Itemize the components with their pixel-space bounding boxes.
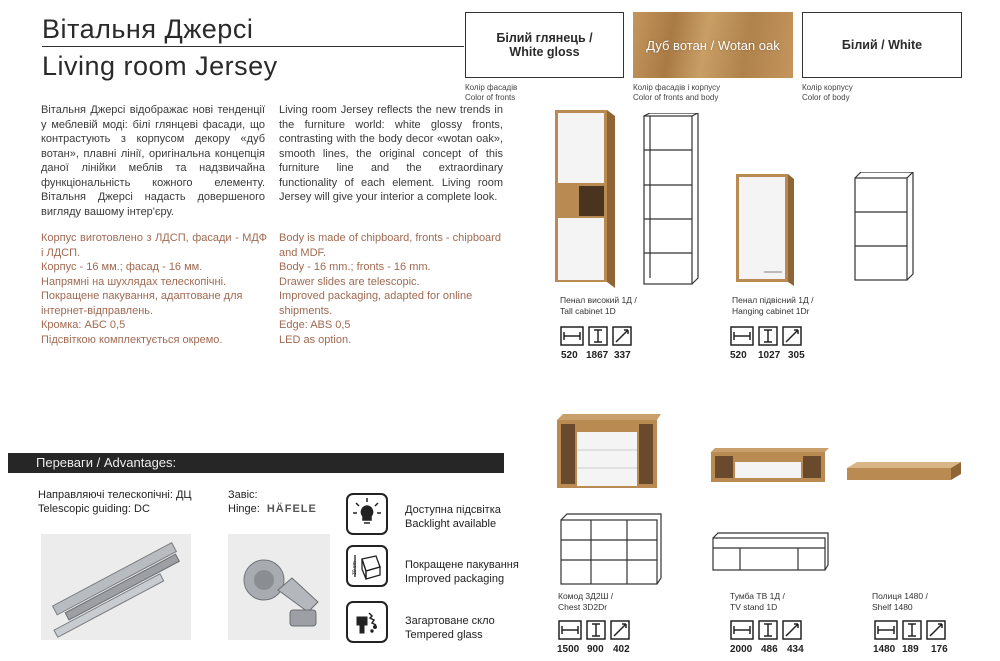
dim-height: 189: [902, 644, 919, 655]
spec-line: LED as option.: [279, 333, 352, 346]
dim-depth: 305: [788, 350, 805, 361]
spec-line: Drawer slides are telescopic.: [279, 275, 420, 288]
shelf-name: [872, 591, 928, 613]
width-icon: [730, 620, 754, 640]
dim-height: 900: [587, 644, 604, 655]
tv-stand-render: [711, 448, 829, 484]
swatch-wotan-oak-label: Дуб вотан / Wotan oak: [646, 37, 780, 53]
depth-icon: [612, 326, 632, 346]
tall-cabinet-render: [555, 110, 617, 288]
dims-icons-shelf: [874, 620, 946, 640]
header-divider: [42, 46, 464, 47]
spec-line: Edge: ABS 0,5: [279, 319, 351, 331]
feature-ua: Загартоване скло: [405, 615, 495, 627]
specs-ua: [41, 231, 267, 347]
dim-width: 1500: [557, 644, 580, 655]
tv-stand-drawing: [710, 530, 830, 574]
dim-width: 1480: [873, 644, 896, 655]
product-name-ua: Пенал високий 1Д /: [560, 295, 637, 305]
tall-cabinet-drawing: [641, 113, 701, 288]
dim-height: 486: [761, 644, 778, 655]
width-icon: [560, 326, 584, 346]
glass-icon: [346, 601, 388, 643]
spec-line: Підсвіткою комплектується окремо.: [41, 333, 223, 346]
feature-ua: Покращене пакування: [405, 559, 519, 571]
depth-icon: [926, 620, 946, 640]
hinge-en: Hinge: HÄFELE: [228, 503, 317, 515]
feature-en: Backlight available: [405, 518, 497, 530]
dims-icons-chest: [558, 620, 630, 640]
dim-depth: 434: [787, 644, 804, 655]
dims-icons-hanging: [730, 326, 802, 346]
dims-values-tall: [561, 350, 631, 361]
spec-line: Покращене пакування, адаптоване для інтернет-відправлень.: [41, 290, 243, 317]
spec-line: Напрямні на шухлядах телескопічні.: [41, 275, 227, 288]
product-name-en: Chest 3D2Dr: [558, 602, 608, 612]
dim-depth: 176: [931, 644, 948, 655]
slide-illustration: [41, 534, 191, 640]
width-icon: [558, 620, 582, 640]
height-icon: [758, 620, 778, 640]
dims-values-shelf: [873, 644, 948, 655]
specs-en: [279, 231, 505, 347]
dim-depth: 402: [613, 644, 630, 655]
height-icon: [588, 326, 608, 346]
shelf-render: [847, 462, 963, 484]
swatch-white-gloss: [465, 12, 624, 78]
page-title-ua: Вітальня Джерсі: [42, 14, 254, 44]
hafele-logo: HÄFELE: [266, 503, 317, 515]
width-icon: [874, 620, 898, 640]
lamp-icon: [346, 493, 388, 535]
product-name-ua: Полиця 1480 /: [872, 591, 928, 601]
hinge-ua: Завіс:: [228, 489, 258, 501]
hanging-cabinet-name: [732, 295, 813, 317]
swatch-white-gloss-caption: Колір фасадів Color of fronts: [465, 83, 518, 102]
swatch-white-gloss-label: Білий глянець / White gloss: [496, 31, 593, 59]
description-en: Living room Jersey reflects the new trends in the furniture world: white glossy fronts, contrasting with the body decor «wotan oak», smooth lines, the original concept of this furniture line and the extraordinary functionality of each element. Living room Jersey will give your interior a complete look.: [279, 104, 503, 203]
feature-en: Improved packaging: [405, 573, 505, 585]
dims-values-chest: [557, 644, 630, 655]
advantages-bar: Переваги / Advantages:: [8, 453, 504, 473]
product-name-en: TV stand 1D: [730, 602, 778, 612]
product-name-ua: Пенал підвісний 1Д /: [732, 295, 814, 305]
product-name-en: Tall cabinet 1D: [560, 306, 616, 316]
spec-line: Body - 16 mm.; fronts - 16 mm.: [279, 261, 431, 273]
chest-drawing: [558, 512, 662, 588]
dim-height: 1867: [586, 350, 609, 361]
product-name-en: Shelf 1480: [872, 602, 913, 612]
spec-line: Body is made of chipboard, fronts - chipboard and MDF.: [279, 232, 501, 259]
height-icon: [902, 620, 922, 640]
description-ua: Вітальня Джерсі відображає нові тенденції у меблевій моді: білі глянцеві фасади, що контрастують з корпусом декору «дуб вотан», плавні лінії, оригінальна концепція даної лінійки меблів та надзвичайна функціональність кожного елементу. Вітальня Джерсі надасть довершеного вигляду вашому інтер'єру.: [41, 104, 265, 218]
dim-width: 520: [561, 350, 578, 361]
feature-ua: Доступна підсвітка: [405, 504, 501, 516]
dims-values-tv: [730, 644, 804, 655]
dims-icons-tall: [560, 326, 632, 346]
spec-line: Корпус - 16 мм.; фасад - 16 мм.: [41, 261, 203, 273]
hinge-text: [228, 488, 317, 516]
swatch-white-caption: Колір корпусу Color of body: [802, 83, 853, 102]
product-name-ua: Комод 3Д2Ш /: [558, 591, 614, 601]
feature-tempered-glass: [405, 614, 495, 642]
hinge-photo: [228, 534, 330, 640]
swatch-wotan-oak-caption: Колір фасадів і корпусу Color of fronts and body: [633, 83, 721, 102]
dim-height: 1027: [758, 350, 781, 361]
guides-text: [38, 488, 192, 516]
feature-packaging: [405, 558, 519, 586]
swatch-white-label: Білий / White: [841, 38, 923, 52]
product-name-en: Hanging cabinet 1Dr: [732, 306, 810, 316]
dims-values-hanging: [730, 350, 805, 361]
hinge-illustration: [228, 534, 330, 640]
page-title-en: Living room Jersey: [42, 51, 278, 81]
spec-line: Improved packaging, adapted for online shipments.: [279, 290, 473, 317]
chest-render: [557, 414, 661, 490]
feature-en: Tempered glass: [405, 629, 483, 641]
swatch-wotan-oak: [633, 12, 793, 78]
swatch-white: [802, 12, 962, 78]
telescopic-slide-photo: [41, 534, 191, 640]
spec-line: Кромка: АБС 0,5: [41, 319, 126, 331]
depth-icon: [782, 326, 802, 346]
spec-line: Корпус виготовлено з ЛДСП, фасади - МДФ і ЛДСП.: [41, 232, 267, 259]
height-icon: [758, 326, 778, 346]
guides-en: Telescopic guiding: DC: [38, 503, 150, 515]
tv-stand-name: [730, 591, 785, 613]
box-icon-label: 30 cm: [352, 561, 358, 575]
dim-width: 2000: [730, 644, 753, 655]
product-name-ua: Тумба ТВ 1Д /: [730, 591, 785, 601]
tall-cabinet-name: [560, 295, 637, 317]
hanging-cabinet-render: [736, 174, 796, 286]
dims-icons-tv: [730, 620, 802, 640]
feature-backlight: [405, 503, 501, 531]
height-icon: [586, 620, 606, 640]
width-icon: [730, 326, 754, 346]
depth-icon: [782, 620, 802, 640]
hanging-cabinet-drawing: [852, 172, 916, 282]
chest-name: [558, 591, 613, 613]
box-icon: [346, 545, 388, 587]
depth-icon: [610, 620, 630, 640]
guides-ua: Направляючі телескопічні: ДЦ: [38, 489, 192, 501]
dim-width: 520: [730, 350, 747, 361]
dim-depth: 337: [614, 350, 631, 361]
